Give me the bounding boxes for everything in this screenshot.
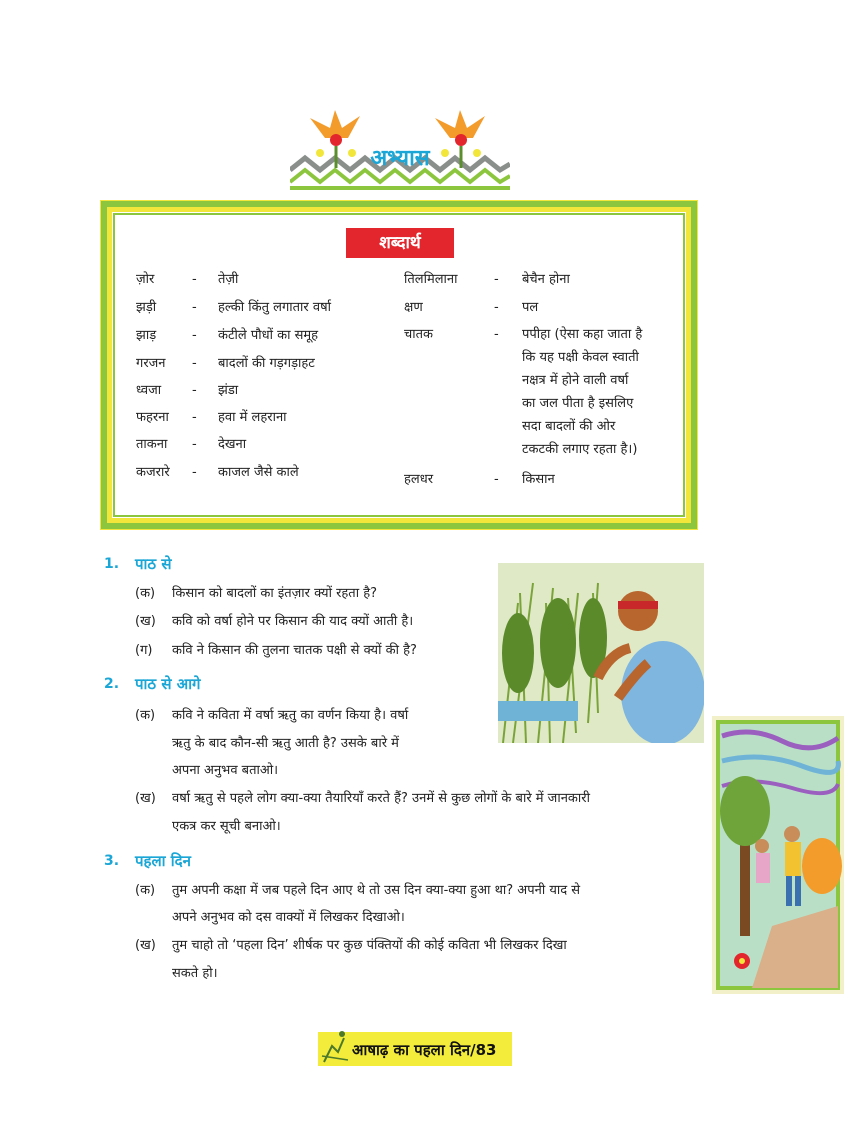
glossary-dash: - [192, 328, 197, 343]
glossary-meaning: का जल पीता है इसलिए [522, 396, 634, 411]
glossary-dash: - [192, 383, 197, 398]
glossary-dash: - [192, 410, 197, 425]
glossary-term: झाड़ [136, 328, 157, 343]
glossary-heading: शब्दार्थ [346, 228, 454, 258]
glossary-dash: - [494, 472, 499, 487]
section-number: 1. [104, 556, 120, 572]
question-label: (ग) [135, 643, 153, 658]
glossary-term: फहरना [136, 410, 169, 425]
farmer-looking-at-rain-illustration [498, 563, 704, 743]
glossary-meaning: किसान [522, 472, 555, 487]
question-label: (क) [135, 883, 156, 898]
question-label: (क) [135, 708, 156, 723]
glossary-meaning: हवा में लहराना [218, 410, 287, 425]
farmer-illustration [498, 563, 704, 743]
glossary-meaning: बादलों की गड़गड़ाहट [218, 356, 315, 371]
question-text: तुम अपनी कक्षा में जब पहले दिन आए थे तो उस दिन क्या-क्या हुआ था? अपनी याद से [172, 883, 581, 898]
glossary-meaning: काजल जैसे काले [218, 465, 299, 480]
section-number: 2. [104, 676, 120, 692]
question-text: तुम चाहो तो ‘पहला दिन’ शीर्षक पर कुछ पंक्तियों की कोई कविता भी लिखकर दिखा [172, 938, 567, 953]
question-text: अपना अनुभव बताओ। [172, 763, 279, 778]
glossary-dash: - [494, 272, 499, 287]
question-label: (ख) [135, 614, 156, 629]
glossary-term: कजरारे [136, 465, 170, 480]
glossary-meaning: हल्की किंतु लगातार वर्षा [218, 300, 331, 315]
question-text: कवि ने किसान की तुलना चातक पक्षी से क्यों की है? [172, 643, 417, 658]
question-text: एकत्र कर सूची बनाओ। [172, 819, 281, 834]
exercise-header [290, 108, 510, 200]
glossary-dash: - [494, 327, 499, 342]
glossary-meaning: झंडा [218, 383, 239, 398]
question-label: (ख) [135, 938, 156, 953]
glossary-term: क्षण [404, 300, 423, 315]
question-label: (ख) [135, 791, 156, 806]
glossary-meaning: बेचैन होना [522, 272, 570, 287]
section-title: पहला दिन [135, 852, 191, 870]
glossary-dash: - [494, 300, 499, 315]
question-text: अपने अनुभव को दस वाक्यों में लिखकर दिखाओ। [172, 910, 405, 925]
glossary-term: ज़ोर [136, 272, 155, 287]
question-text: कवि ने कविता में वर्षा ऋतु का वर्णन किया है। वर्षा [172, 708, 409, 723]
children-walking-illustration [712, 716, 844, 994]
section-title: पाठ से [135, 555, 172, 573]
glossary-term: गरजन [136, 356, 166, 371]
glossary-meaning: कंटीले पौधों का समूह [218, 328, 319, 343]
glossary-meaning: पपीहा (ऐसा कहा जाता है [522, 327, 643, 342]
question-text: ऋतु के बाद कौन-सी ऋतु आती है? उसके बारे में [172, 736, 399, 751]
glossary-dash: - [192, 356, 197, 371]
glossary-term: चातक [404, 327, 434, 342]
section-number: 3. [104, 853, 120, 869]
question-text: कवि को वर्षा होने पर किसान की याद क्यों आती है। [172, 614, 414, 629]
glossary-term: ताकना [136, 437, 168, 452]
glossary-dash: - [192, 465, 197, 480]
question-text: वर्षा ऋतु से पहले लोग क्या-क्या तैयारियाँ करते हैं? उनमें से कुछ लोगों के बारे में जानकारी [172, 791, 590, 806]
glossary-dash: - [192, 272, 197, 287]
glossary-meaning: तेज़ी [218, 272, 239, 287]
glossary-term: झड़ी [136, 300, 157, 315]
question-text: किसान को बादलों का इंतज़ार क्यों रहता है? [172, 586, 378, 601]
glossary-meaning: सदा बादलों की ओर [522, 419, 616, 434]
question-label: (क) [135, 586, 156, 601]
glossary-dash: - [192, 437, 197, 452]
glossary-meaning: देखना [218, 437, 247, 452]
children-illustration [712, 716, 844, 994]
glossary-meaning: टकटकी लगाए रहता है।) [522, 442, 638, 457]
glossary-meaning: नक्षत्र में होने वाली वर्षा [522, 373, 629, 388]
glossary-term: ध्वजा [136, 383, 162, 398]
section-title: पाठ से आगे [135, 675, 201, 693]
footer-page-label: आषाढ़ का पहला दिन/83 [352, 1041, 497, 1059]
glossary-meaning: पल [522, 300, 539, 315]
glossary-meaning: कि यह पक्षी केवल स्वाती [522, 350, 639, 365]
glossary-term: हलधर [404, 472, 434, 487]
glossary-term: तिलमिलाना [404, 272, 458, 287]
farmer-sketch-icon [318, 1026, 352, 1066]
exercise-title: अभ्यास [370, 146, 430, 171]
question-text: सकते हो। [172, 966, 218, 981]
glossary-dash: - [192, 300, 197, 315]
